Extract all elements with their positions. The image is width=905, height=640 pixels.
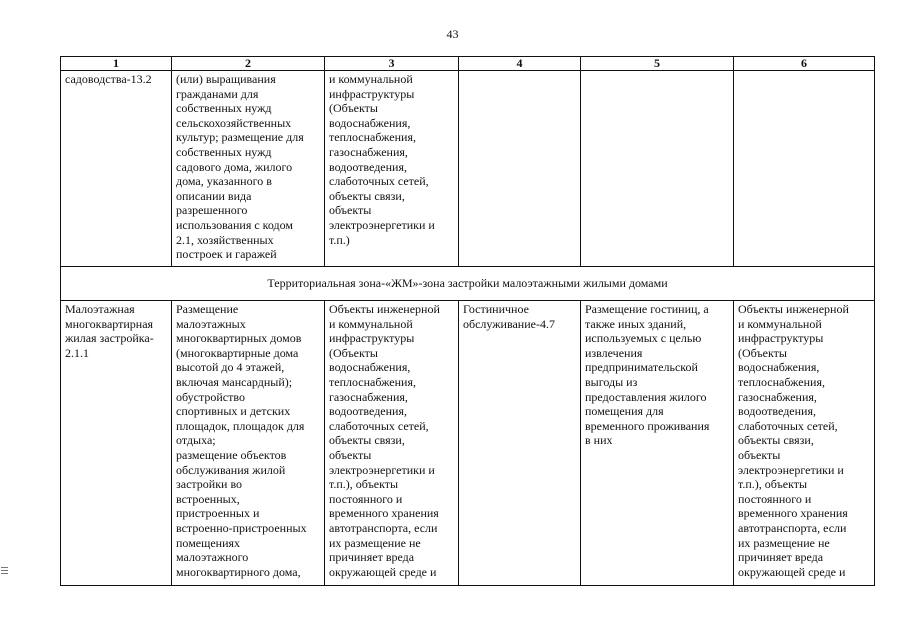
table-cell: Объекты инженерной и коммунальной инфраструктуры (Объекты водоснабжения, теплоснабжения, газоснабжения, водоотведения, слаботочных сетей, объекты связи, объекты электроэнергетики и т.п.), объекты постоянного и временного хранения автотранспорта, если их размещение не причиняет вреда окружающей среде и	[734, 301, 875, 586]
table-cell: (или) выращивания гражданами для собственных нужд сельскохозяйственных культур; размещение для собственных нужд садового дома, жилого дома, указанного в описании вида разрешенного использования с кодом 2.1, хозяйственных построек и гаражей	[172, 71, 325, 267]
table-cell	[734, 71, 875, 267]
column-header-2: 2	[172, 57, 325, 71]
table-cell: и коммунальной инфраструктуры (Объекты водоснабжения, теплоснабжения, газоснабжения, водоотведения, слаботочных сетей, объекты связи, объекты электроэнергетики и т.п.)	[325, 71, 459, 267]
column-header-4: 4	[459, 57, 581, 71]
table-row	[61, 301, 875, 586]
column-header-6: 6	[734, 57, 875, 71]
table-cell: Размещение гостиниц, а также иных зданий, используемых с целью извлечения предпринимательской выгоды из предоставления жилого помещения для временного проживания в них	[581, 301, 734, 586]
table-cell	[581, 71, 734, 267]
table-cell: садоводства-13.2	[61, 71, 172, 267]
table-header-row	[61, 57, 875, 71]
page-number: 43	[446, 27, 459, 41]
column-header-3: 3	[325, 57, 459, 71]
regulations-table	[60, 56, 875, 586]
table-cell: Объекты инженерной и коммунальной инфраструктуры (Объекты водоснабжения, теплоснабжения, газоснабжения, водоотведения, слаботочных сетей, объекты связи, объекты электроэнергетики и т.п.), объекты постоянного и временного хранения автотранспорта, если их размещение не причиняет вреда окружающей среде и	[325, 301, 459, 586]
zone-title: Территориальная зона-«ЖМ»-зона застройки малоэтажными жилыми домами	[61, 267, 875, 301]
table-cell: Размещение малоэтажных многоквартирных домов (многоквартирные дома высотой до 4 этажей, включая мансардный); обустройство спортивных и детских площадок, площадок для отдыха; размещение объектов обслуживания жилой застройки во встроенных, пристроенных и встроенно-пристроенных помещениях малоэтажного многоквартирного дома,	[172, 301, 325, 586]
scan-margin-marks	[1, 567, 8, 576]
table-cell: Малоэтажная многоквартирная жилая застройка- 2.1.1	[61, 301, 172, 586]
column-header-5: 5	[581, 57, 734, 71]
column-header-1: 1	[61, 57, 172, 71]
table-cell: Гостиничное обслуживание-4.7	[459, 301, 581, 586]
table-row	[61, 71, 875, 267]
zone-heading-row	[61, 267, 875, 301]
table-cell	[459, 71, 581, 267]
